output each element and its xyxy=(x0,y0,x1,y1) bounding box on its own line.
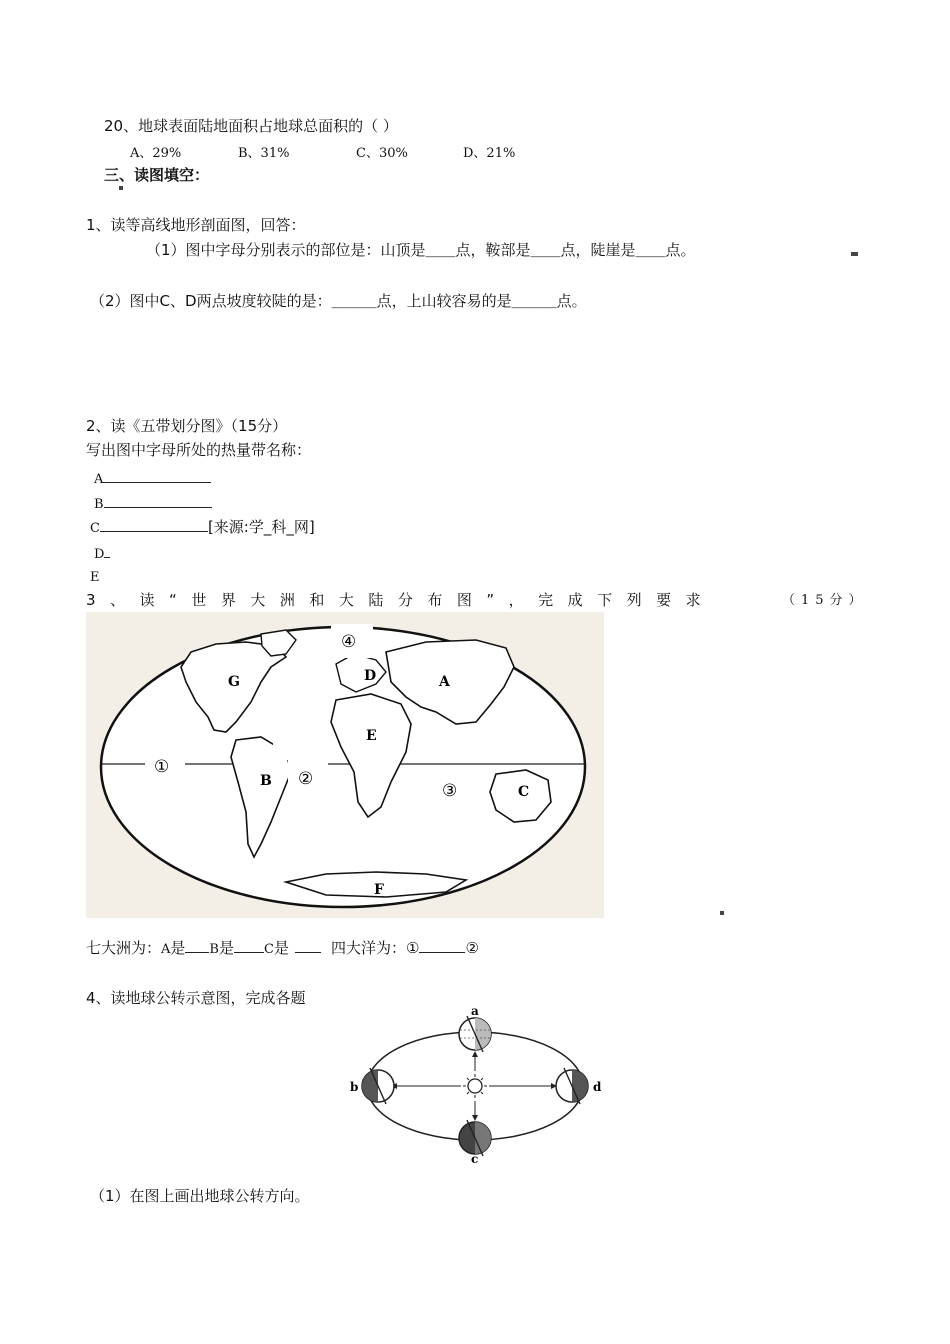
earth-c-icon xyxy=(459,1120,491,1156)
answer-blank-ocean-1[interactable] xyxy=(419,938,465,953)
q2-blank-c xyxy=(90,517,315,539)
map-label-ocean-4: ④ xyxy=(341,632,357,652)
artifact-mark xyxy=(851,252,858,256)
artifact-mark xyxy=(720,911,724,915)
orbit-label-b: b xyxy=(350,1080,359,1094)
answer-blank-c[interactable] xyxy=(295,938,321,953)
q1-sub2: （2）图中C、D两点坡度较陡的是：＿＿＿点，上山较容易的是＿＿＿点。 xyxy=(90,292,587,310)
q2-blank-d xyxy=(94,543,110,565)
orbit-label-a: a xyxy=(471,1004,479,1018)
q1-stem: 1、读等高线地形剖面图，回答： xyxy=(86,216,306,234)
q3-answer-line xyxy=(86,938,479,960)
q20-option-d: D、21% xyxy=(463,146,516,161)
source-note: [来源:学_科_网] xyxy=(207,518,315,536)
orbit-diagram-figure xyxy=(340,1004,610,1166)
section3-heading: 三、读图填空： xyxy=(104,166,210,184)
q4-sub1: （1）在图上画出地球公转方向。 xyxy=(90,1187,310,1205)
answer-blank[interactable] xyxy=(104,493,212,508)
answer-blank[interactable] xyxy=(100,517,208,532)
answer-prefix-continents: 七大洲为： xyxy=(86,939,162,957)
map-label-ocean-2: ② xyxy=(298,769,314,789)
q20-option-b: B、31% xyxy=(238,146,290,161)
orbit-label-c: c xyxy=(471,1152,479,1166)
q1-sub1: （1）图中字母分别表示的部位是：山顶是＿＿点，鞍部是＿＿点，陡崖是＿＿点。 xyxy=(146,241,696,259)
q2-instruction: 写出图中字母所处的热量带名称： xyxy=(86,441,312,459)
map-label-c: C xyxy=(518,784,530,800)
answer-is: 是 xyxy=(218,939,234,957)
map-label-a: A xyxy=(439,674,450,690)
q2-blank-a xyxy=(94,468,211,490)
map-label-b: B xyxy=(260,773,272,789)
answer-blank-a[interactable] xyxy=(185,938,209,953)
earth-d-icon xyxy=(556,1068,588,1104)
answer-letter-b: B xyxy=(209,942,219,957)
answer-is: 是 xyxy=(273,939,289,957)
q2-blank-e xyxy=(90,568,100,588)
map-label-d: D xyxy=(364,668,377,684)
blank-letter: E xyxy=(90,570,100,585)
map-label-ocean-3: ③ xyxy=(442,781,458,801)
q20-option-a: A、29% xyxy=(130,146,182,161)
q4-stem: 4、读地球公转示意图，完成各题 xyxy=(86,989,306,1007)
answer-letter-c: C xyxy=(264,942,274,957)
blank-letter: A xyxy=(94,472,104,487)
q3-stem: 3、读“世界大洲和大陆分布图”，完成下列要求 xyxy=(86,591,716,609)
answer-is: 是 xyxy=(170,939,186,957)
q20-option-c: C、30% xyxy=(356,146,408,161)
map-label-e: E xyxy=(366,728,377,744)
sun-icon xyxy=(468,1079,482,1093)
orbit-label-d: d xyxy=(593,1080,602,1094)
answer-letter-a: A xyxy=(161,942,171,957)
earth-a-icon xyxy=(459,1016,491,1052)
blank-letter: D xyxy=(94,547,105,562)
blank-letter: C xyxy=(90,521,100,536)
answer-ocean-1: ① xyxy=(405,939,420,957)
answer-blank[interactable] xyxy=(104,543,110,558)
orbit-diagram xyxy=(340,1004,610,1166)
answer-blank[interactable] xyxy=(103,468,211,483)
q20-stem: 20、地球表面陆地面积占地球总面积的（ ） xyxy=(104,117,398,135)
map-label-g: G xyxy=(228,674,240,690)
cover-box xyxy=(273,712,309,760)
world-map xyxy=(86,612,604,918)
q2-stem: 2、读《五带划分图》（15分） xyxy=(86,417,288,435)
answer-ocean-2: ② xyxy=(465,939,479,957)
q2-blank-b xyxy=(94,493,212,515)
blank-letter: B xyxy=(94,497,104,512)
map-label-f: F xyxy=(374,882,384,898)
world-map-figure xyxy=(86,612,604,918)
map-label-ocean-1: ① xyxy=(154,757,170,777)
artifact-mark xyxy=(119,186,123,190)
earth-b-icon xyxy=(362,1068,394,1104)
q3-points: （15分） xyxy=(782,593,868,608)
answer-prefix-oceans: 四大洋为： xyxy=(330,939,406,957)
answer-blank-b[interactable] xyxy=(234,938,264,953)
